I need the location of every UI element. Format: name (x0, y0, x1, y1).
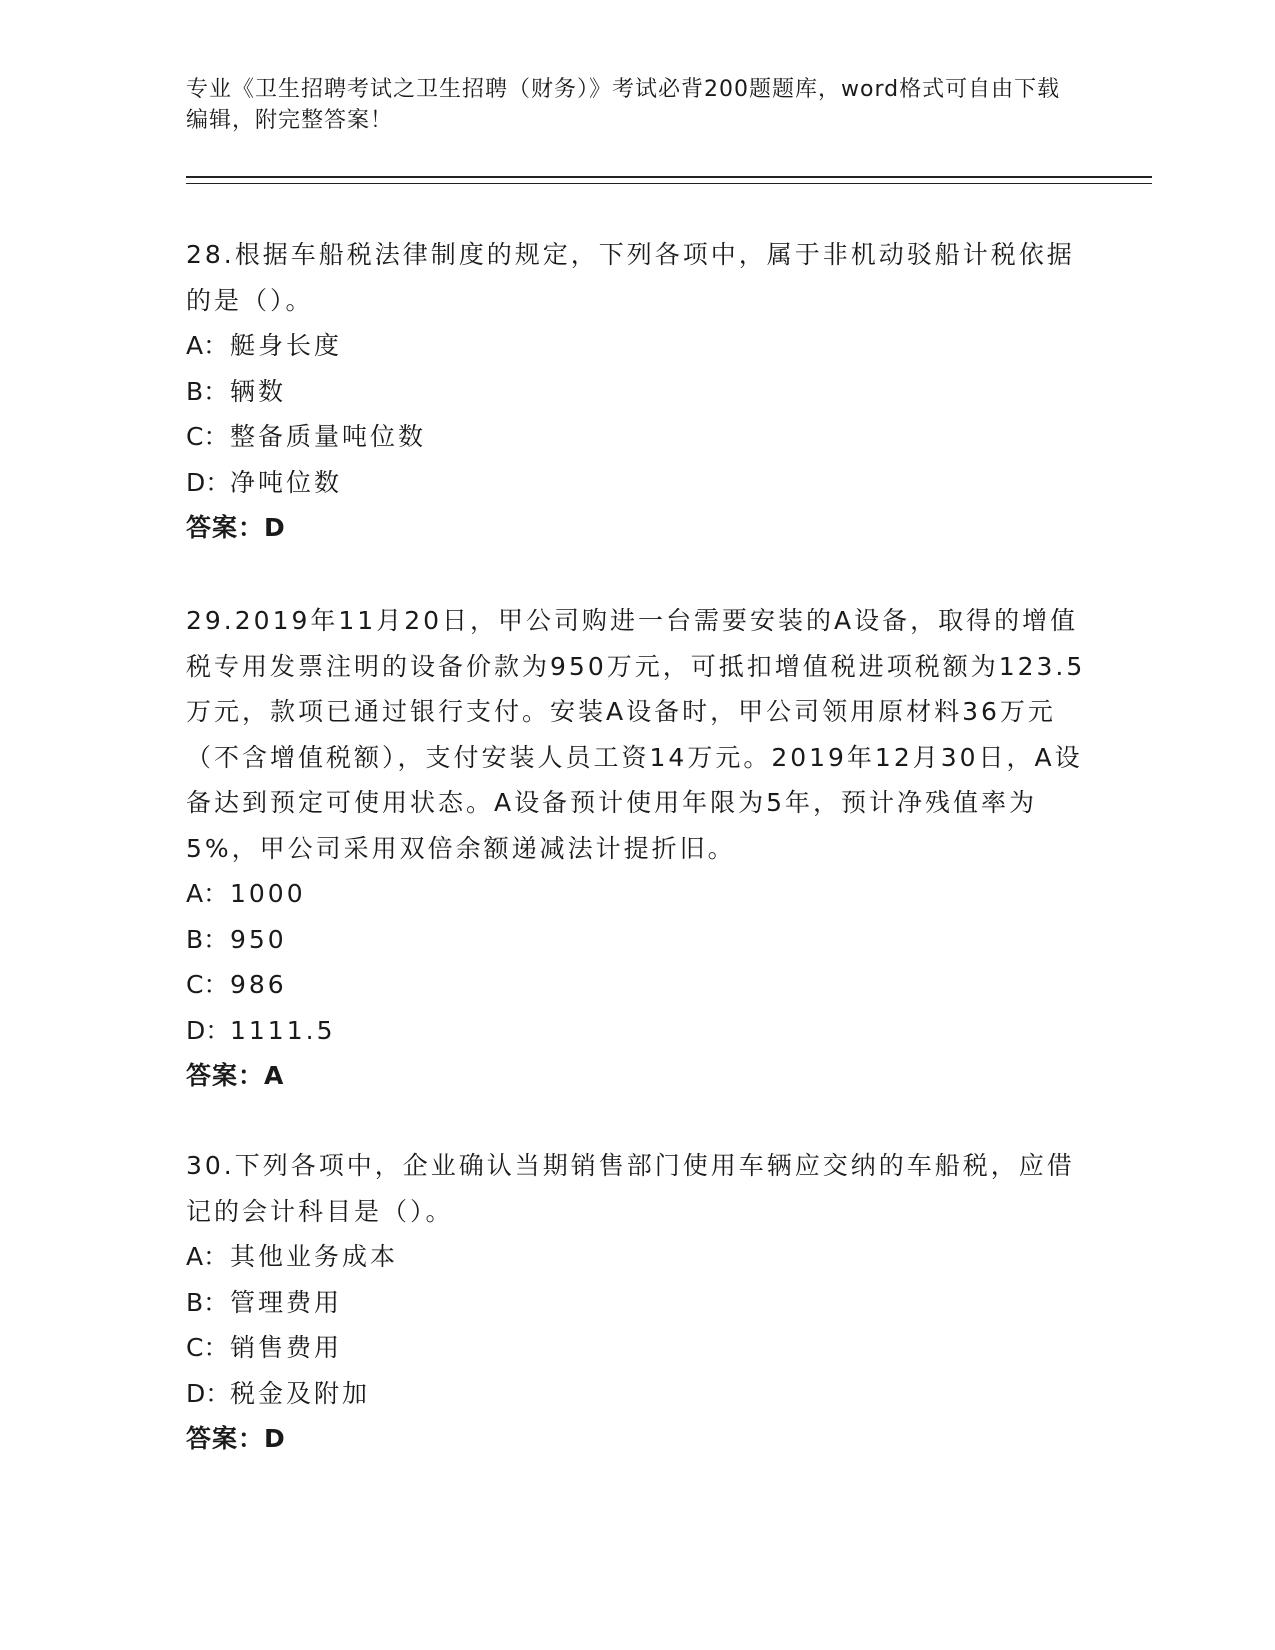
option-text: 销售费用 (230, 1333, 343, 1362)
option-key: C： (186, 1333, 229, 1362)
question-stem: 30.下列各项中，企业确认当期销售部门使用车辆应交纳的车船税，应借记的会计科目是（）。 (186, 1151, 1075, 1226)
option-key: A： (186, 879, 229, 908)
option-key: C： (186, 970, 229, 999)
option-key: C： (186, 422, 229, 451)
question-stem: 28.根据车船税法律制度的规定，下列各项中，属于非机动驳船计税依据的是（）。 (186, 240, 1075, 315)
question-stem: 29.2019年11月20日，甲公司购进一台需要安装的A设备，取得的增值税专用发票注明的设备价款为950万元，可抵扣增值税进项税额为123.5万元，款项已通过银行支付。安装A设备时，甲公司领用原材料36万元（不含增值税额），支付安装人员工资14万元。2019年12月30日，A设备达到预定可使用状态。A设备预计使用年限为5年，预计净残值率为5%，甲公司采用双倍余额递减法计提折旧。 (186, 606, 1086, 863)
option-c (186, 414, 1086, 460)
option-key: D： (186, 1378, 231, 1408)
answer-line: 答案：A (186, 1061, 285, 1090)
answer-line: 答案：D (186, 513, 286, 542)
option-key: B： (186, 924, 229, 954)
option-text: 整备质量吨位数 (230, 422, 427, 451)
option-key: B： (186, 1287, 229, 1317)
option-text: 950 (230, 924, 287, 954)
option-c (186, 962, 1086, 1008)
option-text: 986 (230, 970, 287, 999)
option-a (186, 1234, 1086, 1280)
option-text: 艇身长度 (230, 331, 343, 360)
document-header: 专业《卫生招聘考试之卫生招聘（财务）》考试必背200题题库，word格式可自由下载编辑，附完整答案！ (186, 77, 1061, 133)
option-key: D： (186, 1015, 231, 1045)
option-text: 其他业务成本 (230, 1242, 399, 1271)
answer-line: 答案：D (186, 1424, 286, 1453)
option-text: 税金及附加 (230, 1378, 371, 1408)
option-b (186, 917, 1086, 963)
option-a (186, 871, 1086, 917)
option-d (186, 460, 1086, 506)
option-text: 1000 (230, 879, 306, 908)
option-c (186, 1325, 1086, 1371)
option-text: 管理费用 (230, 1287, 343, 1317)
option-key: B： (186, 376, 229, 406)
question-29 (186, 598, 1086, 1099)
header-divider (186, 176, 1152, 184)
option-a (186, 323, 1086, 369)
question-28 (186, 232, 1086, 551)
question-30 (186, 1143, 1086, 1462)
option-text: 1111.5 (230, 1015, 336, 1045)
option-text: 净吨位数 (230, 467, 343, 497)
option-b (186, 369, 1086, 415)
option-b (186, 1280, 1086, 1326)
option-key: A： (186, 1242, 229, 1271)
option-d (186, 1371, 1086, 1417)
option-d (186, 1008, 1086, 1054)
option-key: A： (186, 331, 229, 360)
option-key: D： (186, 467, 231, 497)
option-text: 辆数 (230, 376, 287, 406)
